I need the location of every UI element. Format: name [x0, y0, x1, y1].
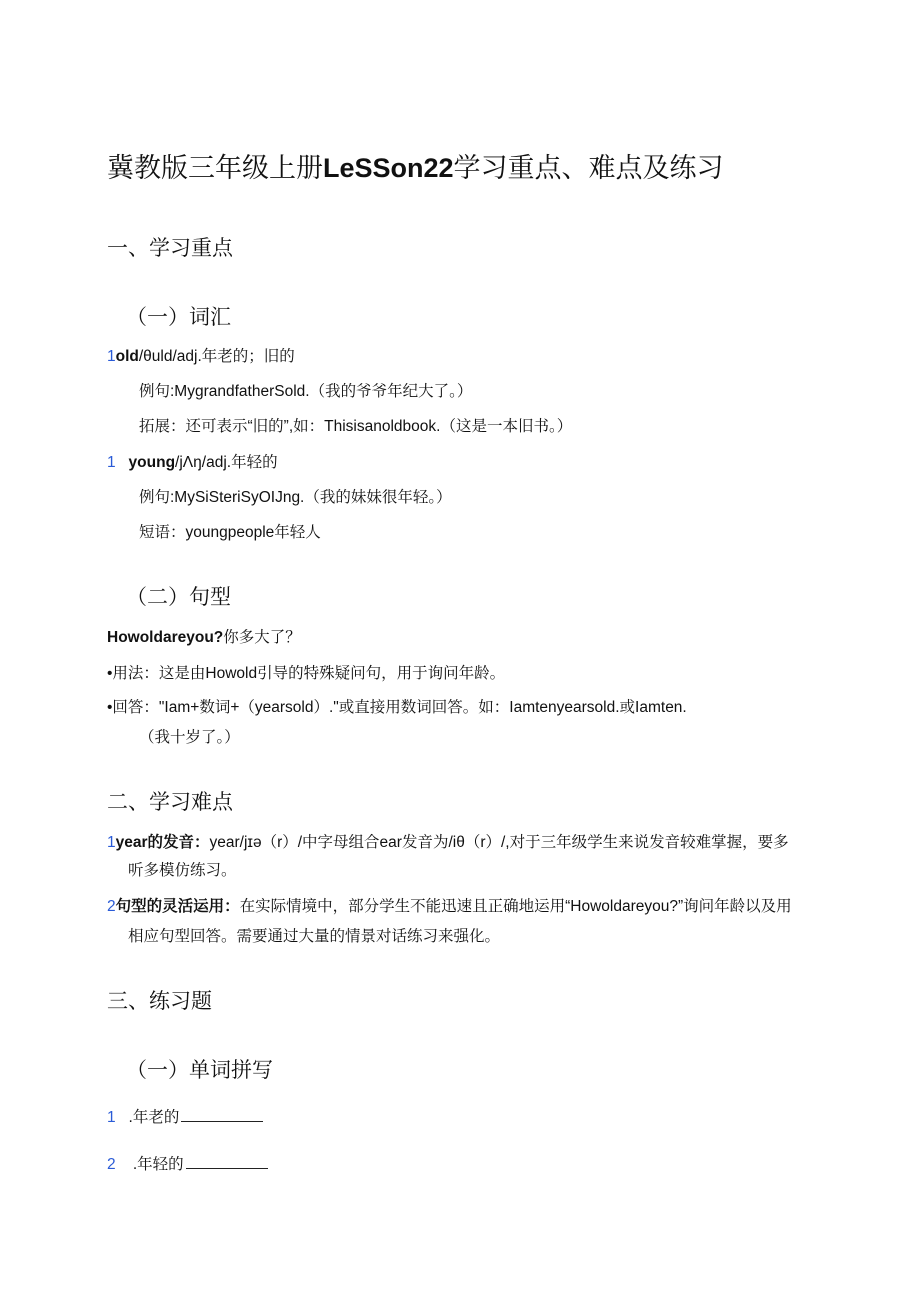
exercise-item-1: 1 .年老的	[107, 1105, 263, 1127]
vocab-item-old: 1old/θuld/adj.年老的；旧的	[107, 348, 295, 365]
difficulty-item-sentence-use: 2句型的灵活运用：在实际情境中，部分学生不能迅速且正确地运用“Howoldareyou?”询问年龄以及用	[107, 898, 792, 915]
vocab-old-extension: 拓展：还可表示“旧的”,如：Thisisanoldbook.（这是一本旧书。）	[139, 418, 573, 435]
subsection-heading-spelling: （一）单词拼写	[126, 1059, 273, 1082]
vocab-young-example: 例句:MySiSteriSyOIJng.（我的妹妹很年轻。）	[139, 489, 452, 506]
sentence-usage: •用法：这是由Howold引导的特殊疑问句，用于询问年龄。	[107, 665, 506, 682]
sentence-answer: •回答："Iam+数词+（yearsold）."或直接用数词回答。如：Iamtenyearsold.或Iamten.	[107, 699, 687, 716]
difficulty-sentence-use-cont: 相应句型回答。需要通过大量的情景对话练习来强化。	[128, 928, 501, 945]
vocab-item-young: 1 young/jΛŋ/adj.年轻的	[107, 454, 278, 471]
sentence-answer-translation: （我十岁了。）	[139, 729, 240, 746]
sentence-pattern: Howoldareyou?你多大了？	[107, 629, 301, 646]
answer-blank[interactable]	[181, 1107, 263, 1122]
subsection-heading-vocabulary: （一）词汇	[126, 306, 231, 329]
answer-blank[interactable]	[186, 1154, 268, 1169]
section-heading-exercises: 三、练习题	[107, 990, 212, 1013]
section-heading-difficulties: 二、学习难点	[107, 791, 233, 814]
section-heading-key-points: 一、学习重点	[107, 237, 233, 260]
vocab-old-example: 例句:MygrandfatherSold.（我的爷爷年纪大了。）	[139, 383, 473, 400]
vocab-young-phrase: 短语：youngpeople年轻人	[139, 524, 321, 541]
subsection-heading-sentence: （二）句型	[126, 586, 231, 609]
difficulty-pronunciation-cont: 听多模仿练习。	[128, 862, 237, 879]
difficulty-item-pronunciation: 1year的发音：year/jɪə（r）/中字母组合ear发音为/iθ（r）/,对于三年级学生来说发音较难掌握，要多	[107, 834, 789, 851]
exercise-item-2: 2 .年轻的	[107, 1152, 268, 1174]
document-title: 冀教版三年级上册LeSSon22学习重点、难点及练习	[107, 153, 724, 183]
